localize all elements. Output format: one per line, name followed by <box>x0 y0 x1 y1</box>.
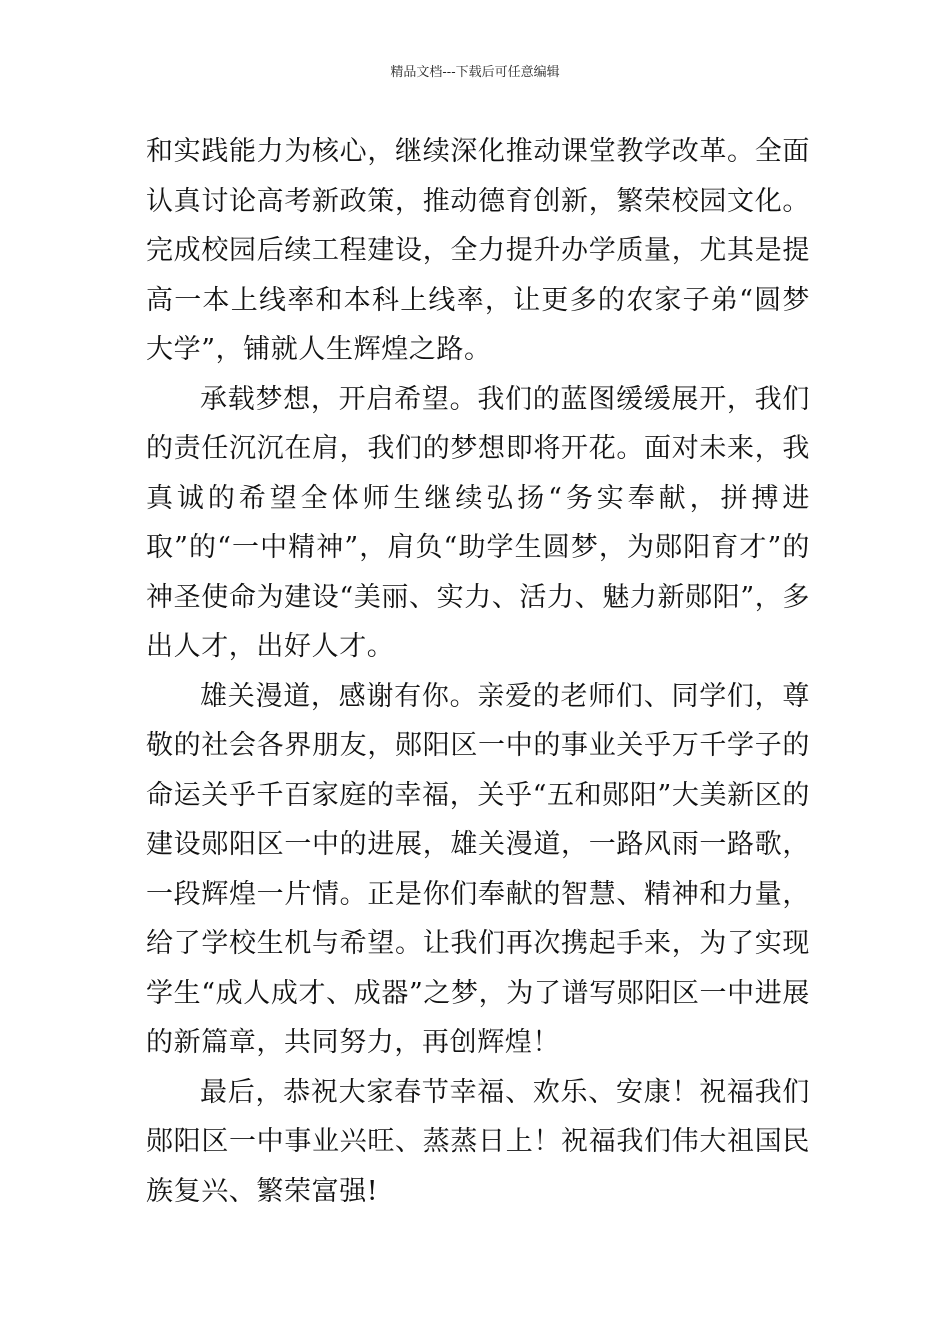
paragraph-4: 最后，恭祝大家春节幸福、欢乐、安康！祝福我们郧阳区一中事业兴旺、蒸蒸日上！祝福我们伟大祖国民族复兴、繁荣富强! <box>146 1076 810 1207</box>
page-header: 精品文档---下载后可任意编辑 <box>390 65 560 80</box>
paragraph-3: 雄关漫道，感谢有你。亲爱的老师们、同学们，尊敬的社会各界朋友，郧阳区一中的事业关乎万千学子的命运关乎千百家庭的幸福，关乎“五和郧阳”大美新区的建设郧阳区一中的进展，雄关漫道，一路风雨一路歌，一段辉煌一片情。正是你们奉献的智慧、精神和力量，给了学校生机与希望。让我们再次携起手来，为了实现学生“成人成才、成器”之梦，为了谱写郧阳区一中进展的新篇章，共同努力，再创辉煌！ <box>146 680 810 1058</box>
paragraph-1: 和实践能力为核心，继续深化推动课堂教学改革。全面认真讨论高考新政策，推动德育创新，繁荣校园文化。完成校园后续工程建设，全力提升办学质量，尤其是提高一本上线率和本科上线率，让更多的农家子弟“圆梦大学”，铺就人生辉煌之路。 <box>146 136 810 365</box>
paragraph-2: 承载梦想，开启希望。我们的蓝图缓缓展开，我们的责任沉沉在肩，我们的梦想即将开花。面对未来，我真诚的希望全体师生继续弘扬“务实奉献，拼搏进取”的“一中精神”，肩负“助学生圆梦，为郧阳育才”的神圣使命为建设“美丽、实力、活力、魅力新郧阳”，多出人才，出好人才。 <box>146 383 810 662</box>
document-body <box>146 127 810 1216</box>
